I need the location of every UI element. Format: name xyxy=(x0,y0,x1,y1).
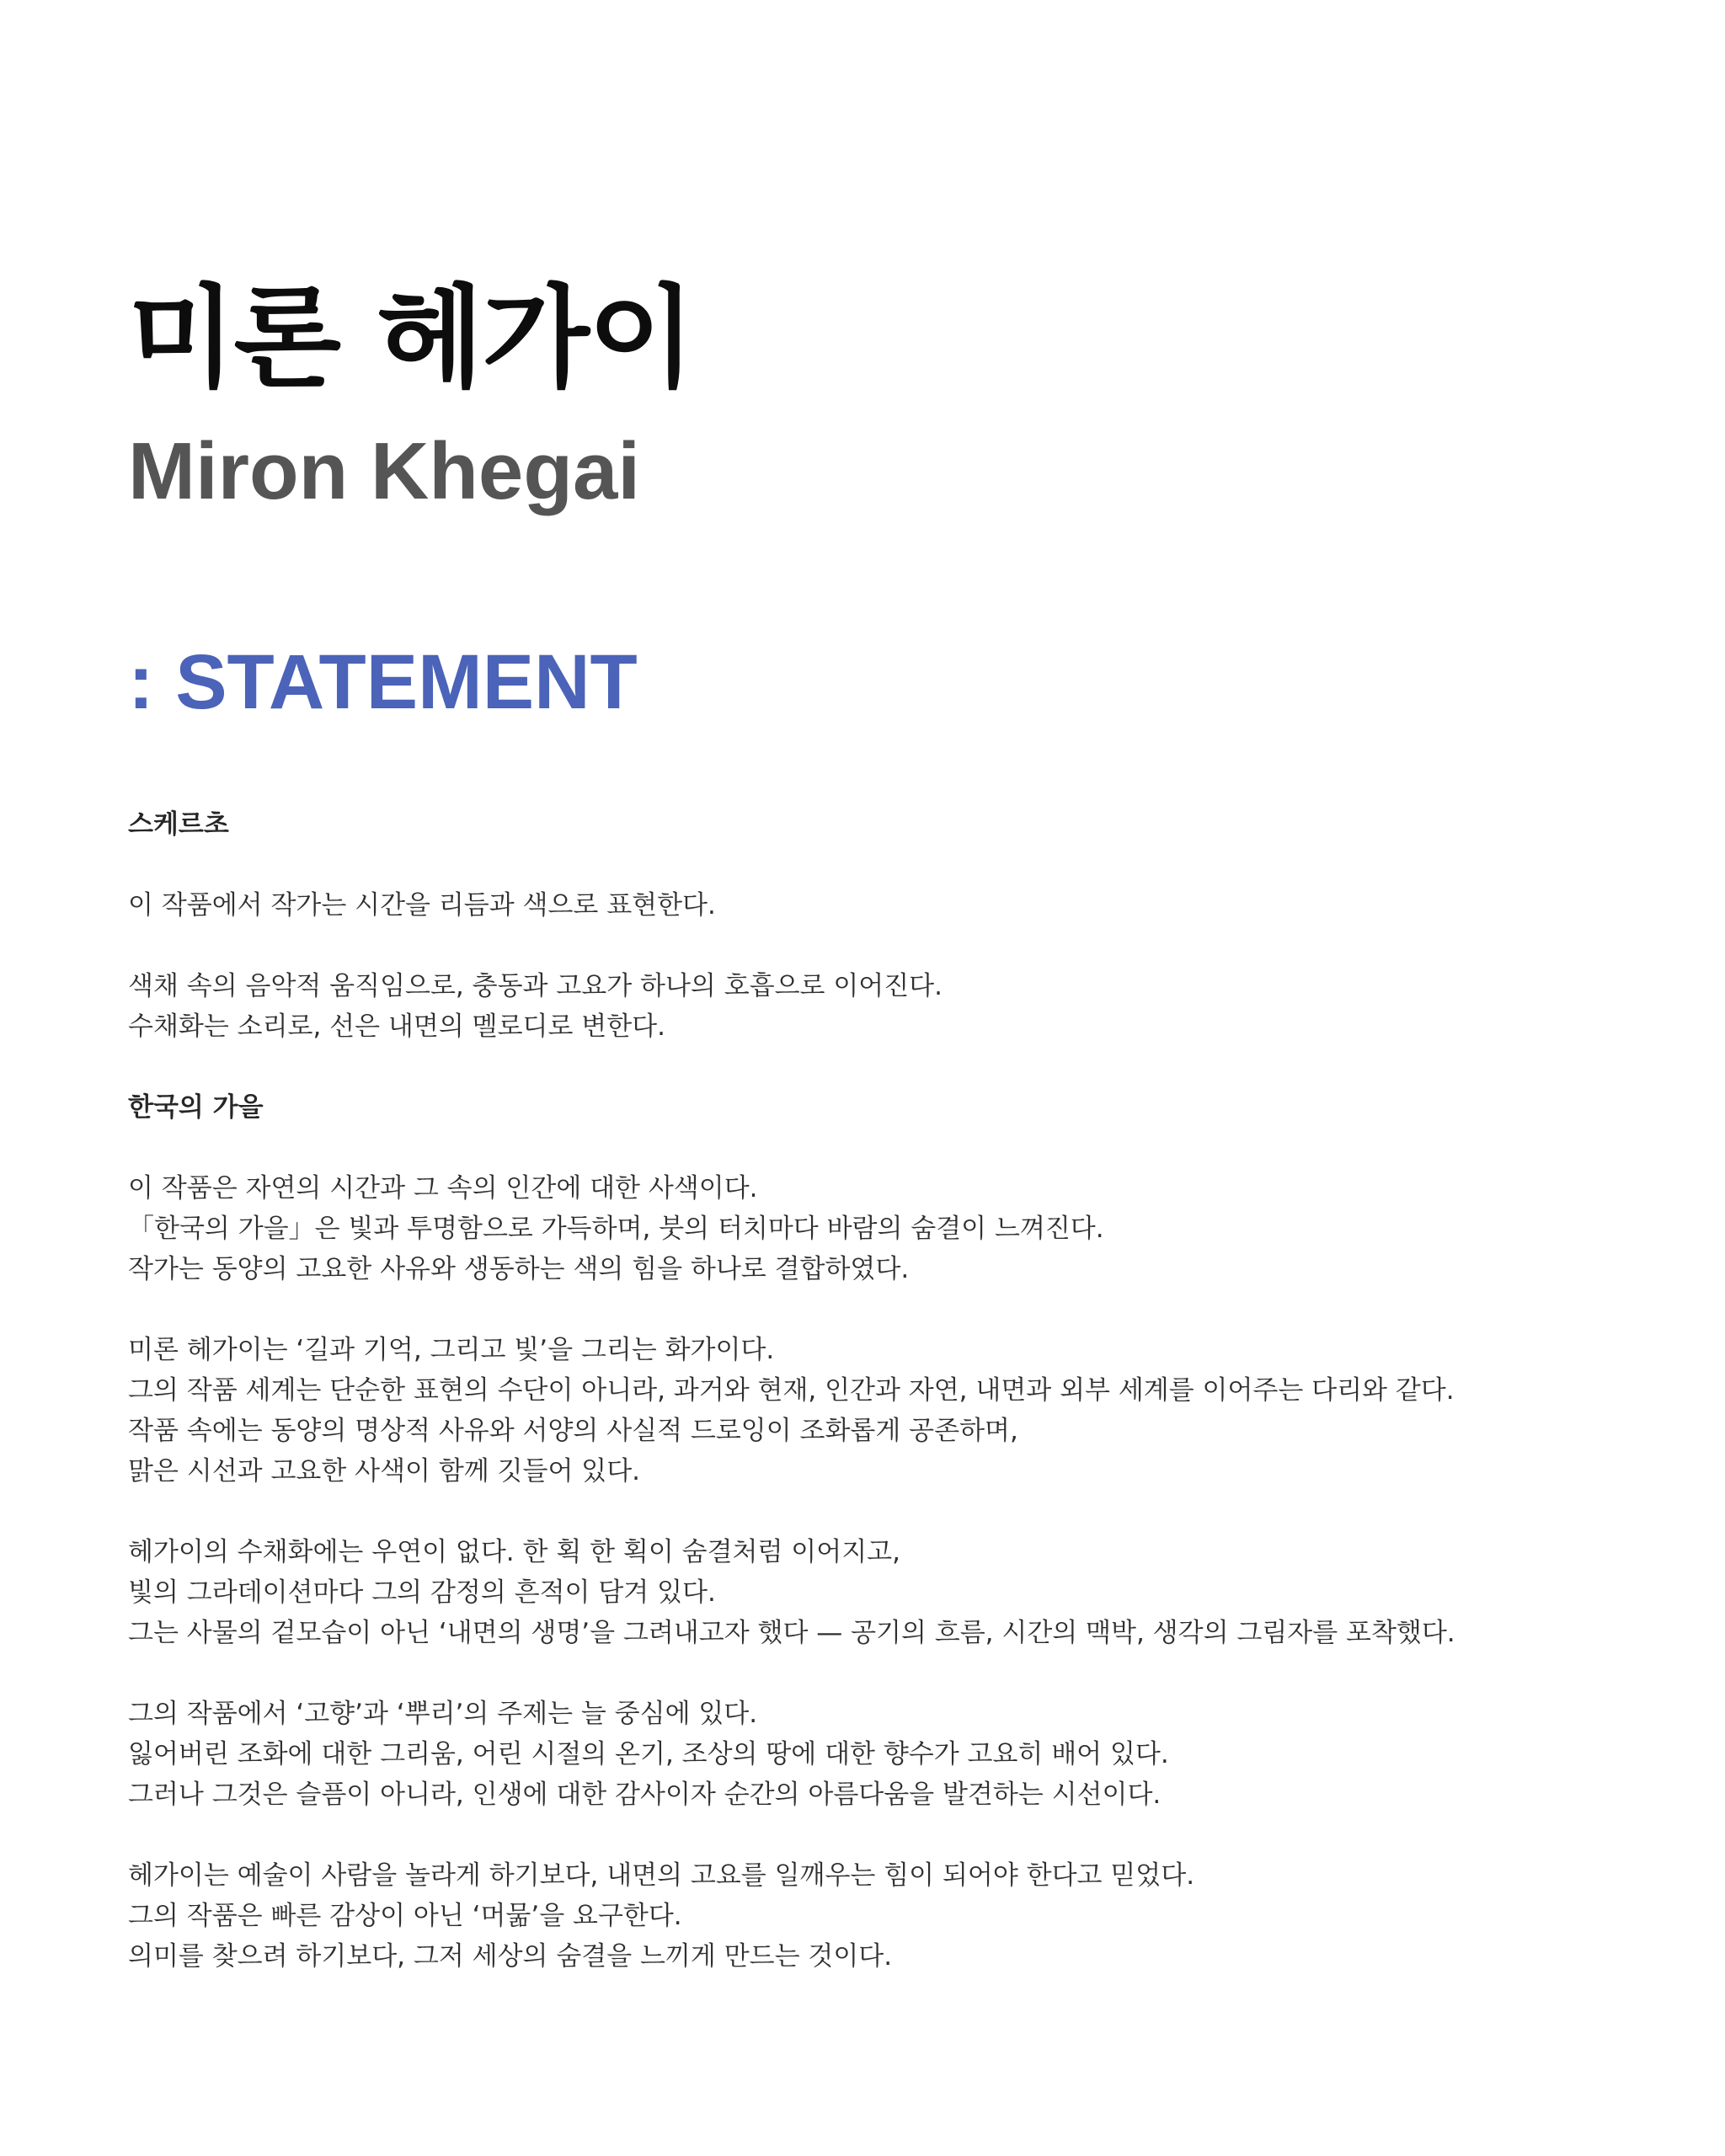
statement-line: 그의 작품은 빠른 감상이 아닌 ‘머묾’을 요구한다. xyxy=(128,1901,682,1931)
paragraph-gap xyxy=(128,1492,1644,1532)
statement-body xyxy=(128,804,1644,1977)
title-korean: 미론 헤가이 xyxy=(128,274,694,403)
statement-line: 미론 헤가이는 ‘길과 기억, 그리고 빛’을 그리는 화가이다. xyxy=(128,1335,775,1365)
statement-line: 색채 속의 음악적 움직임으로, 충동과 고요가 하나의 호흡으로 이어진다. xyxy=(128,971,943,1001)
statement-line: 「한국의 가을」은 빛과 투명함으로 가득하며, 붓의 터치마다 바람의 숨결이 느껴진다. xyxy=(128,1214,1104,1244)
paragraph-gap xyxy=(128,1653,1644,1694)
statement-line: 그는 사물의 겉모습이 아닌 ‘내면의 생명’을 그려내고자 했다 — 공기의 흐름, 시간의 맥박, 생각의 그림자를 포착했다. xyxy=(128,1618,1455,1648)
paragraph-gap xyxy=(128,845,1644,885)
statement-line: 수채화는 소리로, 선은 내면의 멜로디로 변한다. xyxy=(128,1011,665,1042)
statement-line: 잃어버린 조화에 대한 그리움, 어린 시절의 온기, 조상의 땅에 대한 향수가 고요히 배어 있다. xyxy=(128,1739,1169,1769)
statement-line: 작가는 동양의 고요한 사유와 생동하는 색의 힘을 하나로 결합하였다. xyxy=(128,1254,910,1284)
title-english: Miron Khegai xyxy=(128,426,641,516)
statement-line: 맑은 시선과 고요한 사색이 함께 깃들어 있다. xyxy=(128,1456,641,1486)
statement-line: 이 작품에서 작가는 시간을 리듬과 색으로 표현한다. xyxy=(128,890,716,921)
statement-line: 의미를 찾으려 하기보다, 그저 세상의 숨결을 느끼게 만드는 것이다. xyxy=(128,1941,893,1972)
statement-line: 헤가이의 수채화에는 우연이 없다. 한 획 한 획이 숨결처럼 이어지고, xyxy=(128,1537,900,1567)
paragraph-gap xyxy=(128,1047,1644,1087)
statement-line: 작품 속에는 동양의 명상적 사유와 서양의 사실적 드로잉이 조화롭게 공존하며, xyxy=(128,1416,1018,1446)
paragraph-gap xyxy=(128,1815,1644,1855)
section-heading-statement: : STATEMENT xyxy=(128,639,638,725)
paragraph-gap xyxy=(128,1289,1644,1330)
statement-line: 헤가이는 예술이 사람을 놀라게 하기보다, 내면의 고요를 일깨우는 힘이 되어야 한다고 믿었다. xyxy=(128,1860,1195,1891)
statement-line: 이 작품은 자연의 시간과 그 속의 인간에 대한 사색이다. xyxy=(128,1173,758,1203)
subheading-korean-autumn: 한국의 가을 xyxy=(128,1092,264,1123)
paragraph-gap xyxy=(128,1128,1644,1168)
statement-line: 빛의 그라데이션마다 그의 감정의 흔적이 담겨 있다. xyxy=(128,1577,716,1608)
statement-line: 그의 작품에서 ‘고향’과 ‘뿌리’의 주제는 늘 중심에 있다. xyxy=(128,1699,758,1729)
statement-line: 그러나 그것은 슬픔이 아니라, 인생에 대한 감사이자 순간의 아름다움을 발견하는 시선이다. xyxy=(128,1780,1162,1810)
subheading-scherzo: 스케르초 xyxy=(128,809,229,840)
paragraph-gap xyxy=(128,926,1644,966)
statement-line: 그의 작품 세계는 단순한 표현의 수단이 아니라, 과거와 현재, 인간과 자연, 내면과 외부 세계를 이어주는 다리와 같다. xyxy=(128,1375,1455,1406)
